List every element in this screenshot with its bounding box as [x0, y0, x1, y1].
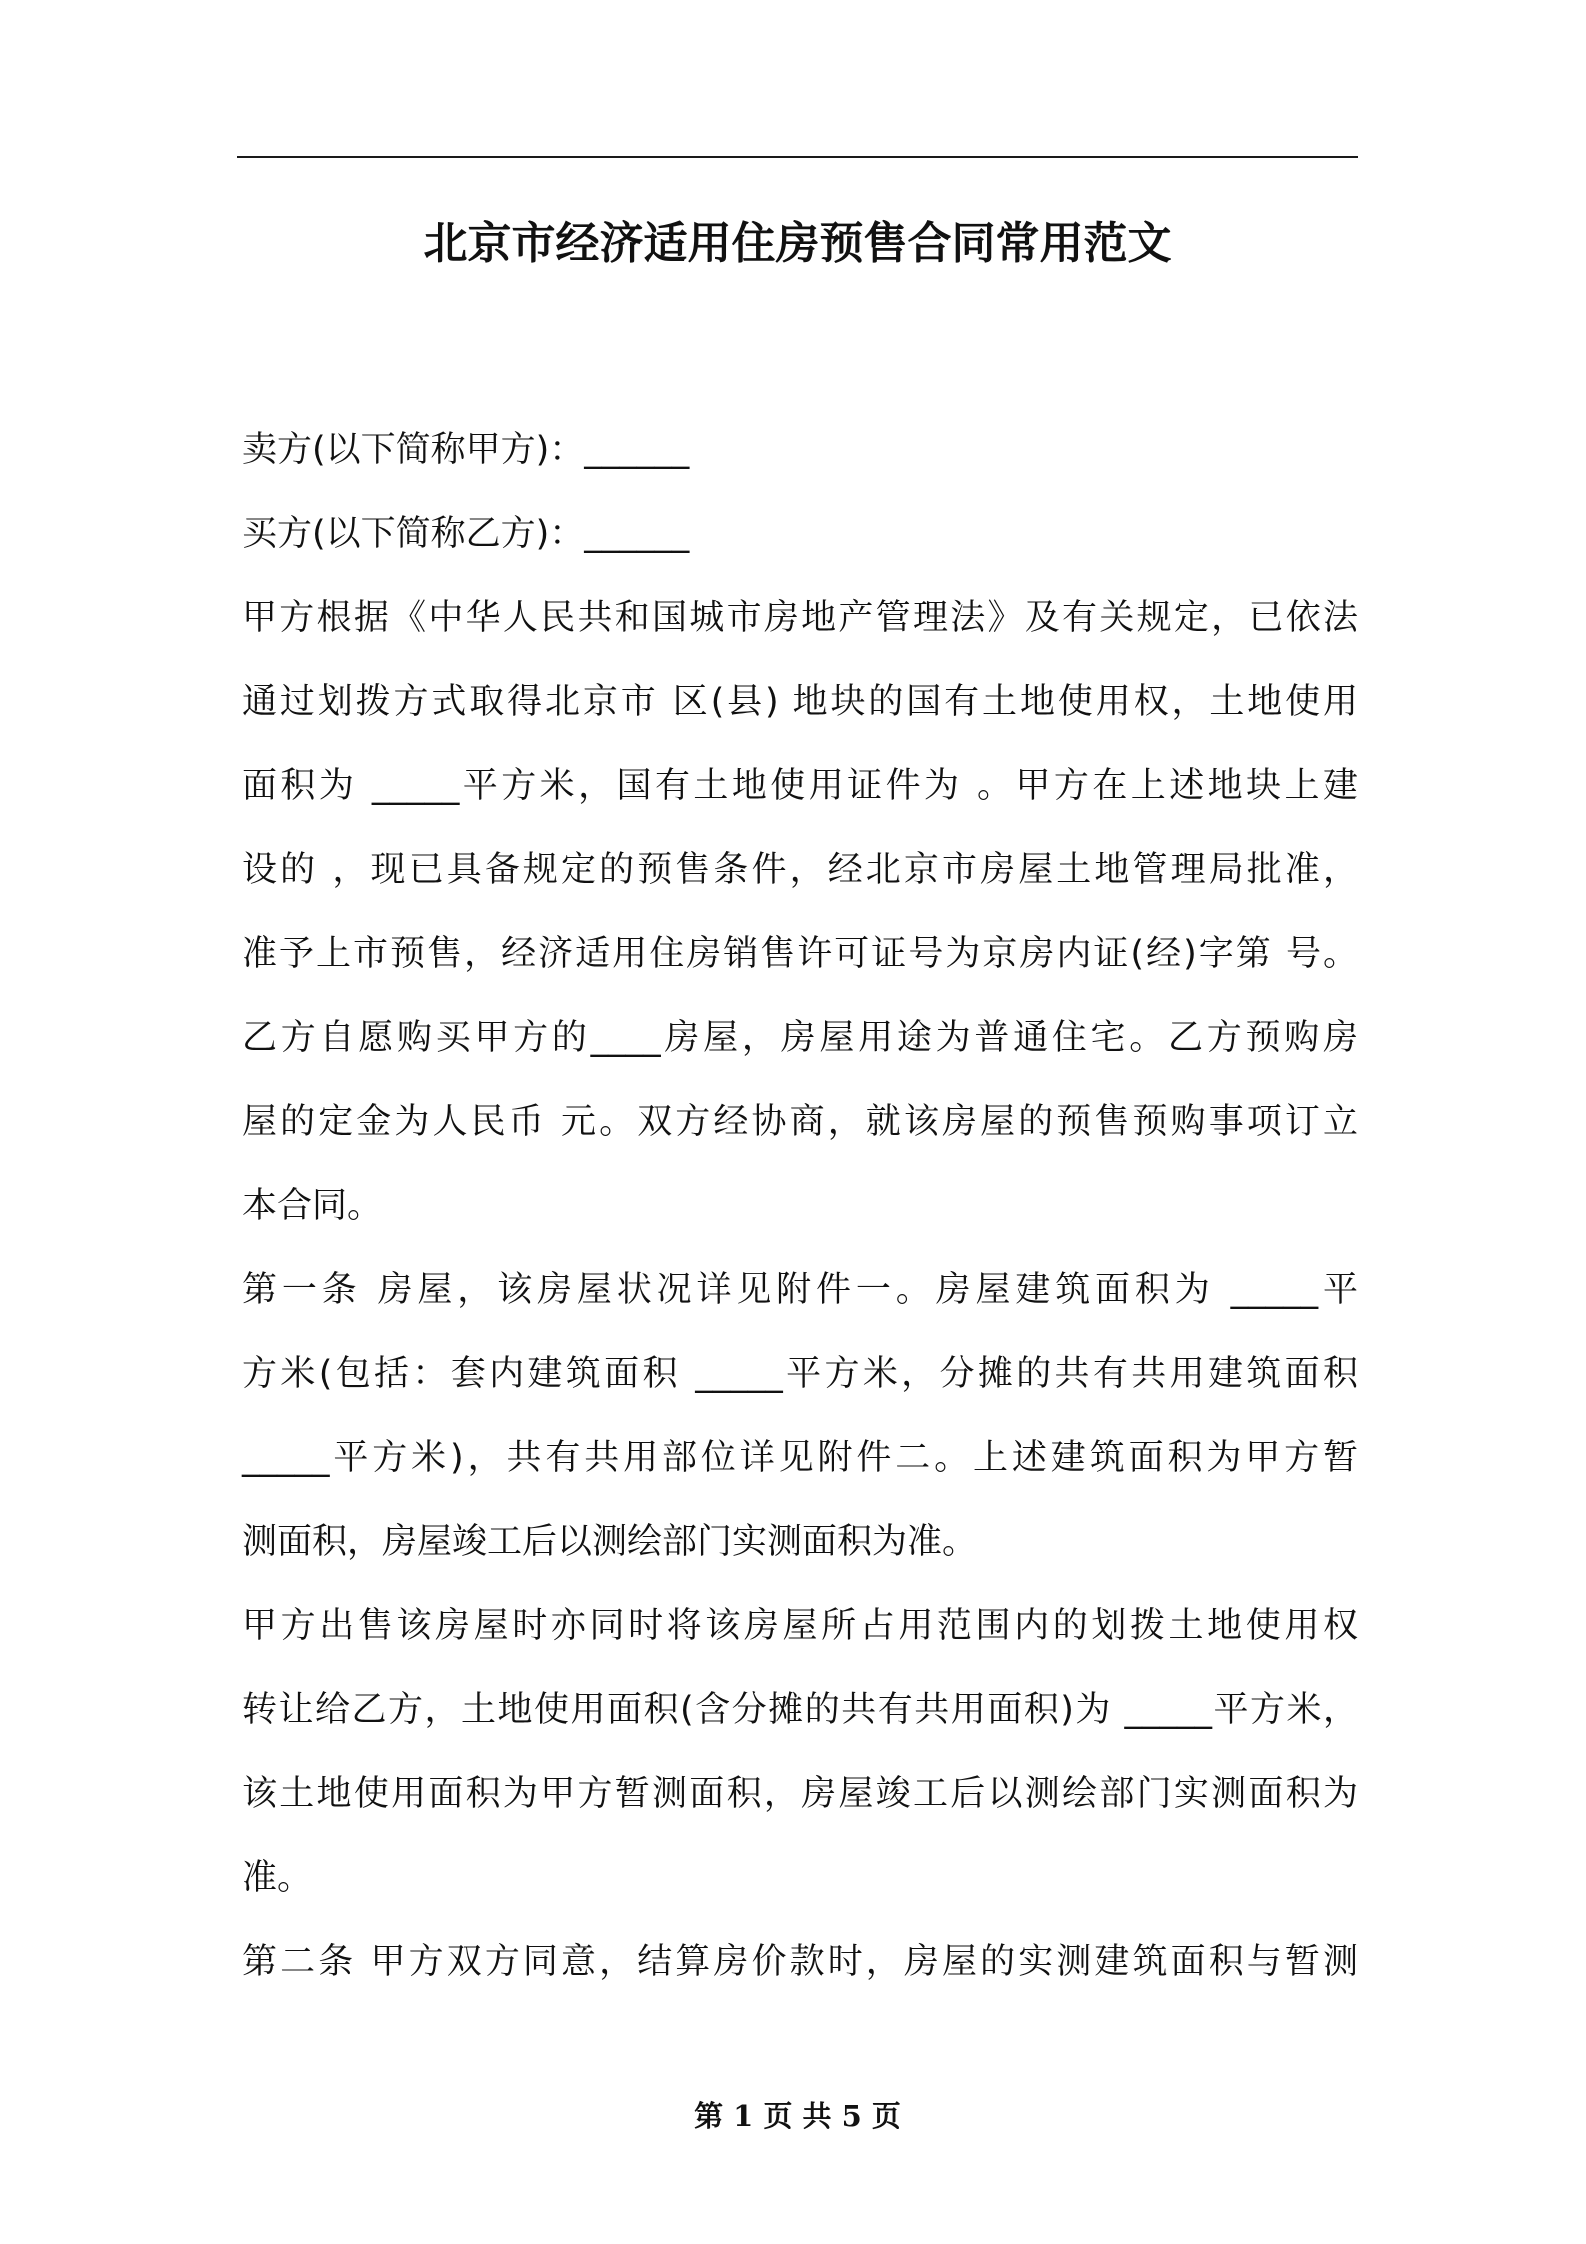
- body-line: 该土地使用面积为甲方暂测面积，房屋竣工后以测绘部门实测面积为: [242, 1774, 1358, 1814]
- page-footer: 第 1 页 共 5 页: [694, 2099, 901, 2133]
- body-line: 通过划拨方式取得北京市 区(县) 地块的国有土地使用权，土地使用: [242, 682, 1358, 722]
- body-line: 屋的定金为人民币 元。双方经协商，就该房屋的预售预购事项订立: [242, 1102, 1358, 1142]
- body-line: _____平方米)，共有共用部位详见附件二。上述建筑面积为甲方暂: [242, 1438, 1358, 1478]
- body-line: 设的 ，现已具备规定的预售条件，经北京市房屋土地管理局批准，: [242, 850, 1358, 890]
- body-line: 面积为 _____平方米，国有土地使用证件为 。甲方在上述地块上建: [242, 766, 1358, 806]
- body-line: 转让给乙方，土地使用面积(含分摊的共有共用面积)为 _____平方米，: [242, 1690, 1358, 1730]
- header-rule: [237, 156, 1358, 158]
- body-line: 乙方自愿购买甲方的____房屋，房屋用途为普通住宅。乙方预购房: [242, 1018, 1358, 1058]
- body-line: 本合同。: [242, 1186, 383, 1226]
- document-body: [242, 408, 1358, 2004]
- body-line: 第一条 房屋，该房屋状况详见附件一。房屋建筑面积为 _____平: [242, 1270, 1358, 1310]
- body-line: 测面积，房屋竣工后以测绘部门实测面积为准。: [242, 1522, 978, 1562]
- body-line: 第二条 甲方双方同意，结算房价款时，房屋的实测建筑面积与暂测: [242, 1942, 1358, 1982]
- body-line: 买方(以下简称乙方)：______: [242, 514, 690, 554]
- body-line: 方米(包括：套内建筑面积 _____平方米，分摊的共有共用建筑面积: [242, 1354, 1358, 1394]
- document-title: 北京市经济适用住房预售合同常用范文: [423, 218, 1172, 269]
- body-line: 甲方出售该房屋时亦同时将该房屋所占用范围内的划拨土地使用权: [242, 1606, 1358, 1646]
- body-line: 甲方根据《中华人民共和国城市房地产管理法》及有关规定，已依法: [242, 598, 1358, 638]
- body-line: 卖方(以下简称甲方)：______: [242, 430, 690, 470]
- body-line: 准。: [242, 1858, 313, 1898]
- body-line: 准予上市预售，经济适用住房销售许可证号为京房内证(经)字第 号。: [242, 934, 1358, 974]
